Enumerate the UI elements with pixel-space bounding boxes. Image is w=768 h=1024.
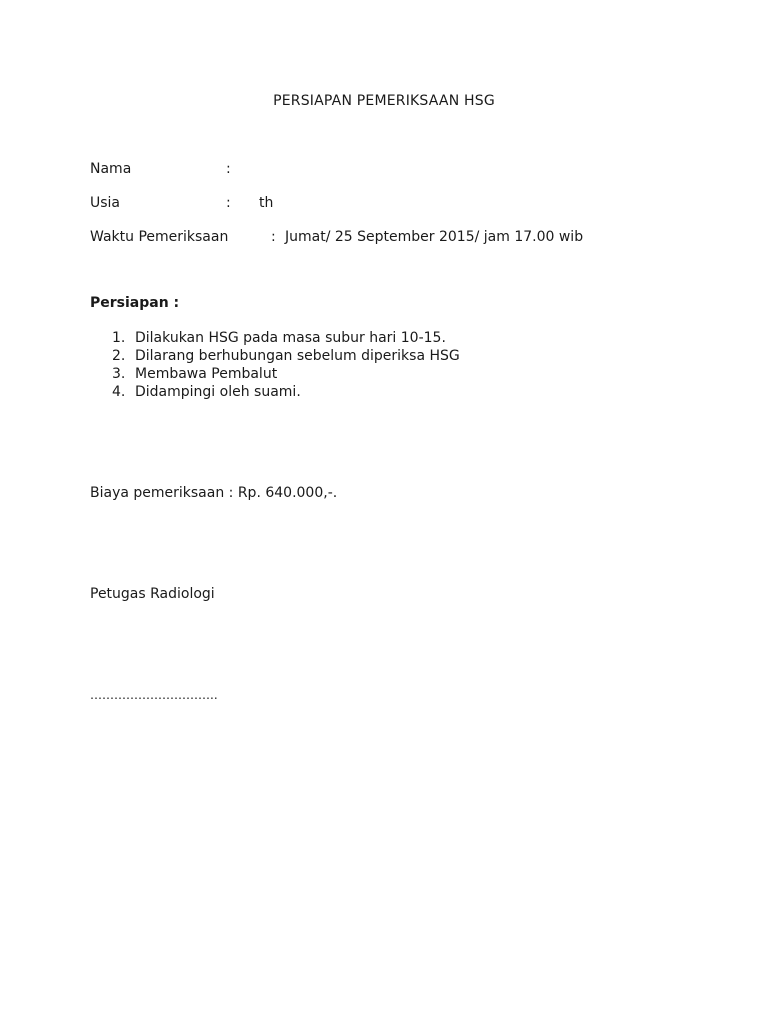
exam-cost: Biaya pemeriksaan : Rp. 640.000,-. [90,485,338,501]
field-age-value: th [259,195,274,211]
field-age-label: Usia [90,195,121,211]
list-item-number: 3. [112,366,126,382]
field-exam-time-value: Jumat/ 25 September 2015/ jam 17.00 wib [285,229,584,245]
field-age-colon: : [226,195,231,211]
list-item-number: 1. [112,330,126,346]
document-title: PERSIAPAN PEMERIKSAAN HSG [273,93,495,109]
list-item-text: Didampingi oleh suami. [135,384,301,400]
preparation-heading: Persiapan : [90,295,180,311]
list-item-text: Membawa Pembalut [135,366,278,382]
signature-line: ………………………….. [90,688,218,702]
list-item-text: Dilarang berhubungan sebelum diperiksa HSG [135,348,460,364]
list-item-text: Dilakukan HSG pada masa subur hari 10-15. [135,330,446,346]
field-name-label: Nama [90,161,132,177]
field-name-colon: : [226,161,231,177]
field-exam-time-colon: : [271,229,276,245]
radiology-officer-label: Petugas Radiologi [90,586,215,602]
field-exam-time-label: Waktu Pemeriksaan [90,229,229,245]
list-item-number: 4. [112,384,126,400]
list-item-number: 2. [112,348,126,364]
